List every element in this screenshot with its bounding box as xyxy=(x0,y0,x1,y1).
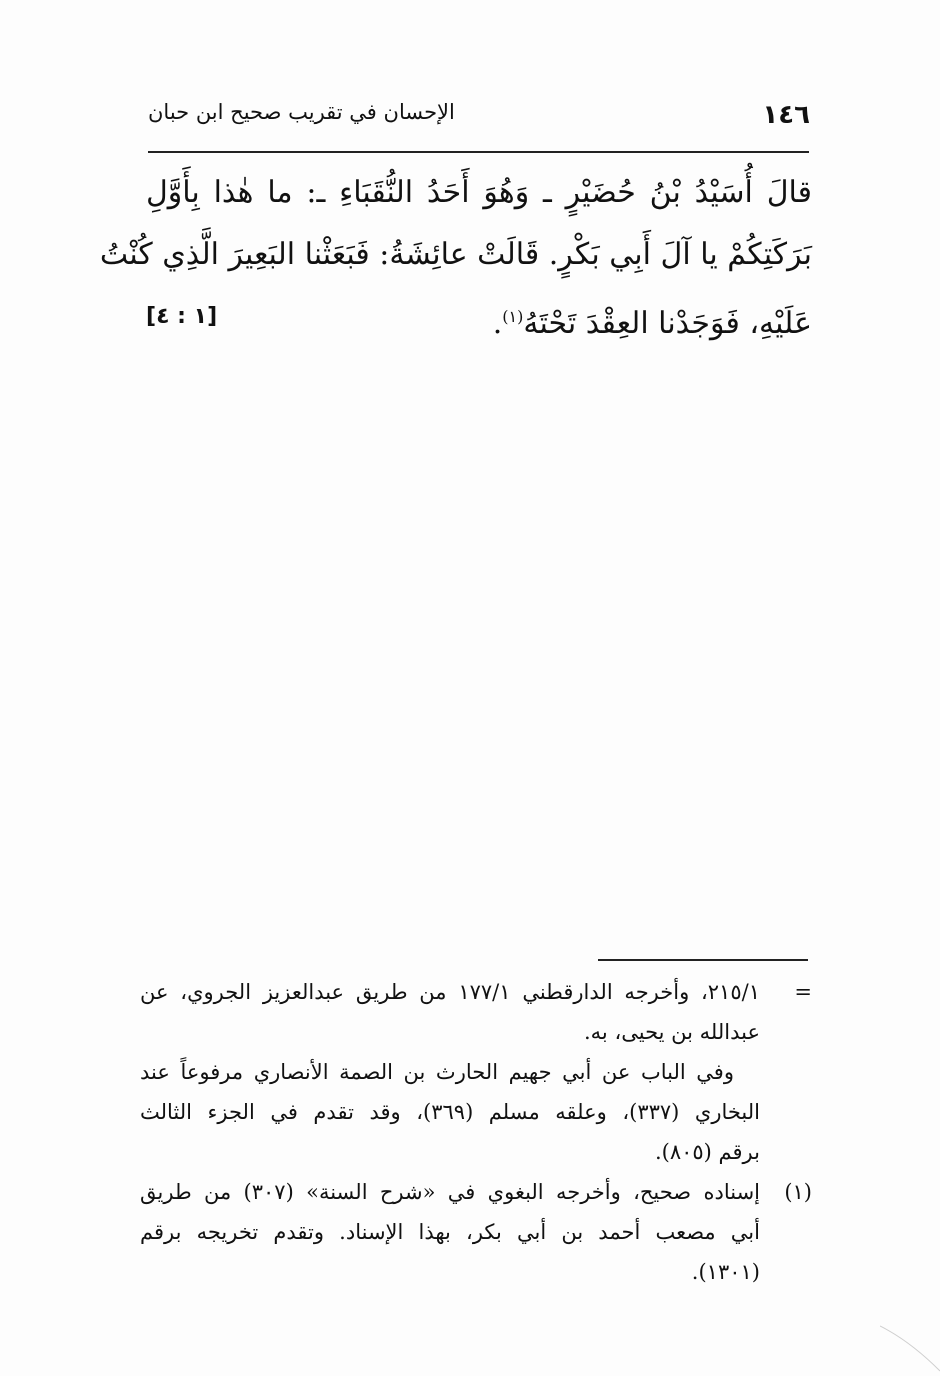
footnote-line: عبدالله بن يحيى، به. xyxy=(584,1020,760,1044)
header-rule xyxy=(148,151,809,153)
footnote-separator xyxy=(598,959,808,961)
footnote-marker: (١) xyxy=(784,1180,812,1204)
page-number: ١٤٦ xyxy=(762,100,810,130)
footnote-continuation xyxy=(140,972,812,1052)
hadith-line: قالَ أُسَيْدُ بْنُ حُضَيْرٍ ـ وَهُوَ أَحَدُ النُّقَبَاءِ ـ: ما هٰذا بِأَوَّلِ xyxy=(146,175,812,210)
hadith-line-last xyxy=(146,286,812,355)
footnote-line: ٢١٥/١، وأخرجه الدارقطني ١٧٧/١ من طريق عبدالعزيز الجروي، عن xyxy=(140,980,760,1004)
end-period: . xyxy=(492,306,503,341)
hadith-line: بَرَكَتِكُمْ يا آلَ أَبِي بَكْرٍ. قَالَتْ عائِشَةُ: فَبَعَثْنا البَعِيرَ الَّذِي كُنْتُ xyxy=(99,237,812,272)
footnote-1 xyxy=(140,1172,812,1292)
footnote-continuation-paragraph xyxy=(140,1052,812,1172)
volume-reference: [١ : ٤] xyxy=(146,304,218,329)
footnote-line: أبي مصعب أحمد بن أبي بكر، بهذا الإسناد. وتقدم تخريجه برقم xyxy=(140,1220,760,1244)
continuation-marker: = xyxy=(794,980,812,1004)
footnote-line: برقم (٨٠٥). xyxy=(654,1140,760,1164)
running-header xyxy=(148,96,810,136)
footnote-line: (١٣٠١). xyxy=(691,1260,760,1284)
footnotes xyxy=(140,972,812,1292)
hadith-line-text: عَلَيْهِ، فَوَجَدْنا العِقْدَ تَحْتَهُ xyxy=(523,306,812,341)
footnote-line: إسناده صحيح، وأخرجه البغوي في «شرح السنة» (٣٠٧) من طريق xyxy=(140,1180,760,1204)
footnote-line: وفي الباب عن أبي جهيم الحارث بن الصمة الأنصاري مرفوعاً عند xyxy=(140,1060,734,1084)
footnote-line: البخاري (٣٣٧)، وعلقه مسلم (٣٦٩)، وقد تقدم في الجزء الثالث xyxy=(140,1100,761,1124)
running-title: الإحسان في تقريب صحيح ابن حبان xyxy=(148,100,455,124)
footnote-reference: (١) xyxy=(502,307,524,326)
scan-corner-mark xyxy=(880,1316,940,1376)
hadith-text xyxy=(99,162,812,355)
